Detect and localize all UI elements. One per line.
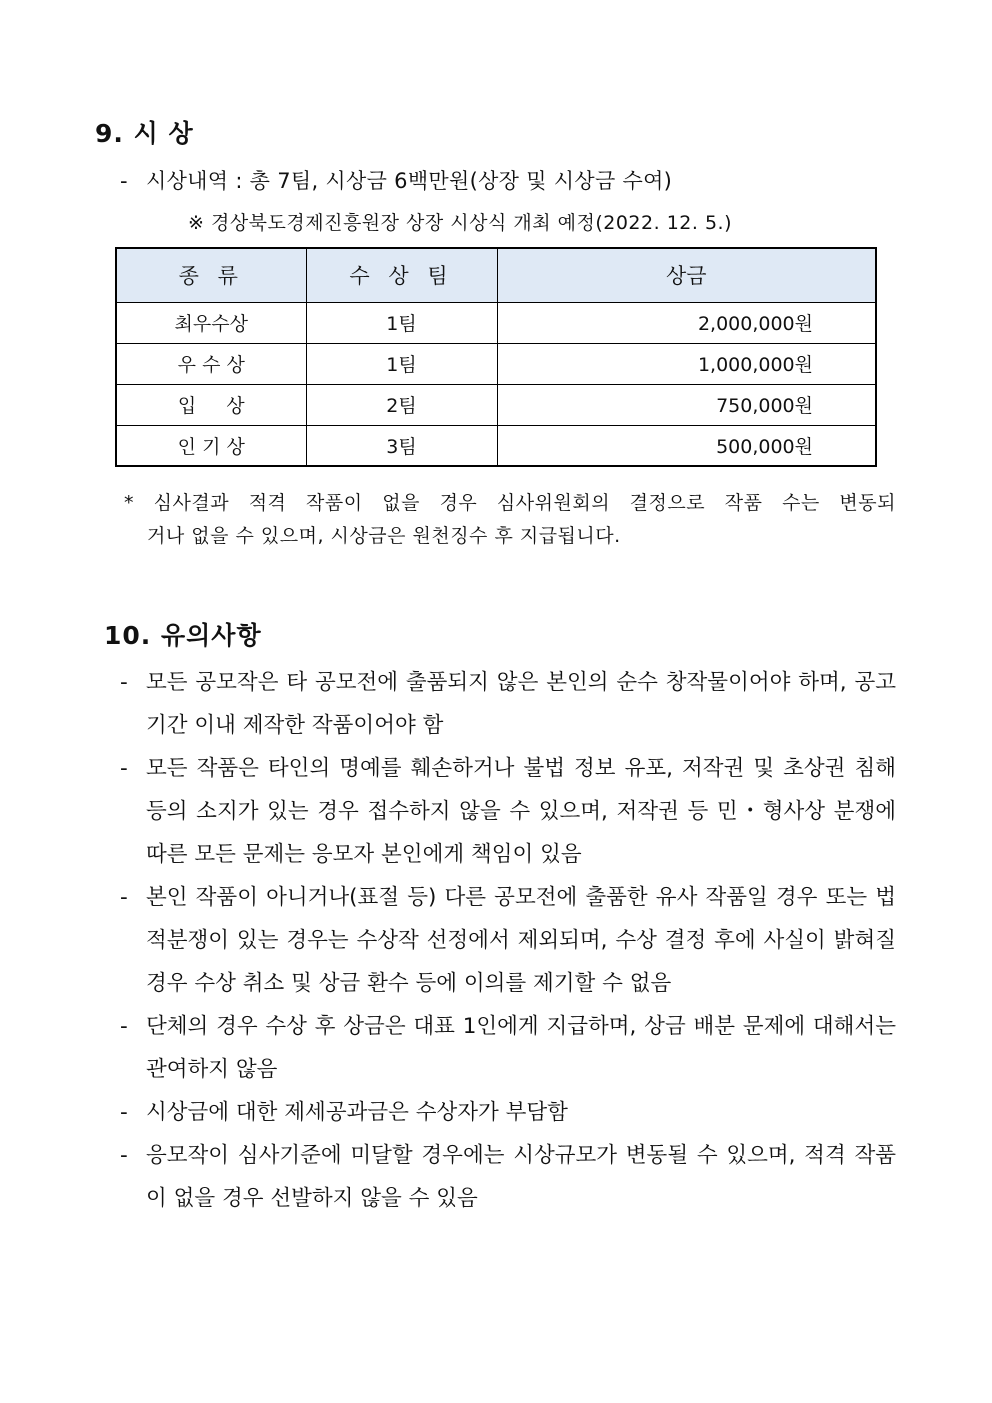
table-row — [116, 384, 876, 425]
list-item — [120, 1091, 896, 1134]
team-count-cell: 2팀 — [306, 384, 497, 425]
list-item — [120, 876, 896, 1005]
award-type-cell: 인 기 상 — [116, 425, 306, 466]
header-type: 종 류 — [116, 248, 306, 302]
bullet-dash: - — [120, 756, 128, 781]
section-9-title: 9. 시 상 — [95, 119, 194, 148]
bullet-dash: - — [120, 1014, 128, 1039]
header-teams: 수 상 팀 — [306, 248, 497, 302]
bullet-dash: - — [120, 1100, 128, 1125]
table-row — [116, 343, 876, 384]
section-10-title: 10. 유의사항 — [104, 621, 262, 650]
award-type-cell: 최우수상 — [116, 302, 306, 343]
bullet-dash: - — [120, 885, 128, 910]
team-count-cell: 1팀 — [306, 343, 497, 384]
team-count-cell: 1팀 — [306, 302, 497, 343]
list-item — [120, 747, 896, 876]
bullet-dash: - — [120, 670, 128, 695]
prize-amount-cell: 750,000원 — [497, 384, 876, 425]
prize-amount-cell: 2,000,000원 — [497, 302, 876, 343]
list-item-text: 모든 공모작은 타 공모전에 출품되지 않은 본인의 순수 창작물이어야 하며, 공고기간 이내 제작한 작품이어야 함 — [146, 670, 896, 738]
prize-table — [115, 247, 877, 467]
prize-table-header-row — [116, 248, 876, 302]
award-type-cell: 입 상 — [116, 384, 306, 425]
list-item — [120, 661, 896, 747]
prize-summary — [120, 165, 672, 195]
header-prize: 상금 — [497, 248, 876, 302]
list-item-text: 단체의 경우 수상 후 상금은 대표 1인에게 지급하며, 상금 배분 문제에 대해서는 관여하지 않음 — [146, 1014, 896, 1082]
list-item-text: 시상금에 대한 제세공과금은 수상자가 부담함 — [146, 1100, 568, 1125]
notice-list — [120, 661, 896, 1220]
team-count-cell: 3팀 — [306, 425, 497, 466]
bullet-dash: - — [120, 1143, 128, 1168]
table-row — [116, 425, 876, 466]
list-item-text: 모든 작품은 타인의 명예를 훼손하거나 불법 정보 유포, 저작권 및 초상권 침해 등의 소지가 있는 경우 접수하지 않을 수 있으며, 저작권 등 민・형사상 분쟁에 따른 모든 문제는 응모자 본인에게 책임이 있음 — [146, 756, 896, 867]
bullet-dash: - — [120, 169, 128, 193]
prize-amount-cell: 500,000원 — [497, 425, 876, 466]
list-item — [120, 1134, 896, 1220]
award-type-cell: 우 수 상 — [116, 343, 306, 384]
prize-amount-cell: 1,000,000원 — [497, 343, 876, 384]
footnote-line-2: 거나 없을 수 있으며, 시상금은 원천징수 후 지급됩니다. — [147, 525, 621, 547]
list-item-text: 본인 작품이 아니거나(표절 등) 다른 공모전에 출품한 유사 작품일 경우 또는 법적분쟁이 있는 경우는 수상작 선정에서 제외되며, 수상 결정 후에 사실이 밝혀질 경우 수상 취소 및 상금 환수 등에 이의를 제기할 수 없음 — [146, 885, 896, 996]
ceremony-note: ※ 경상북도경제진흥원장 상장 시상식 개최 예정(2022. 12. 5.) — [188, 212, 732, 234]
list-item — [120, 1005, 896, 1091]
table-row — [116, 302, 876, 343]
prize-summary-text: 시상내역 : 총 7팀, 시상금 6백만원(상장 및 시상금 수여) — [146, 169, 673, 193]
list-item-text: 응모작이 심사기준에 미달할 경우에는 시상규모가 변동될 수 있으며, 적격 작품이 없을 경우 선발하지 않을 수 있음 — [146, 1143, 896, 1211]
footnote-line-1: * 심사결과 적격 작품이 없을 경우 심사위원회의 결정으로 작품 수는 변동되 — [124, 492, 896, 514]
